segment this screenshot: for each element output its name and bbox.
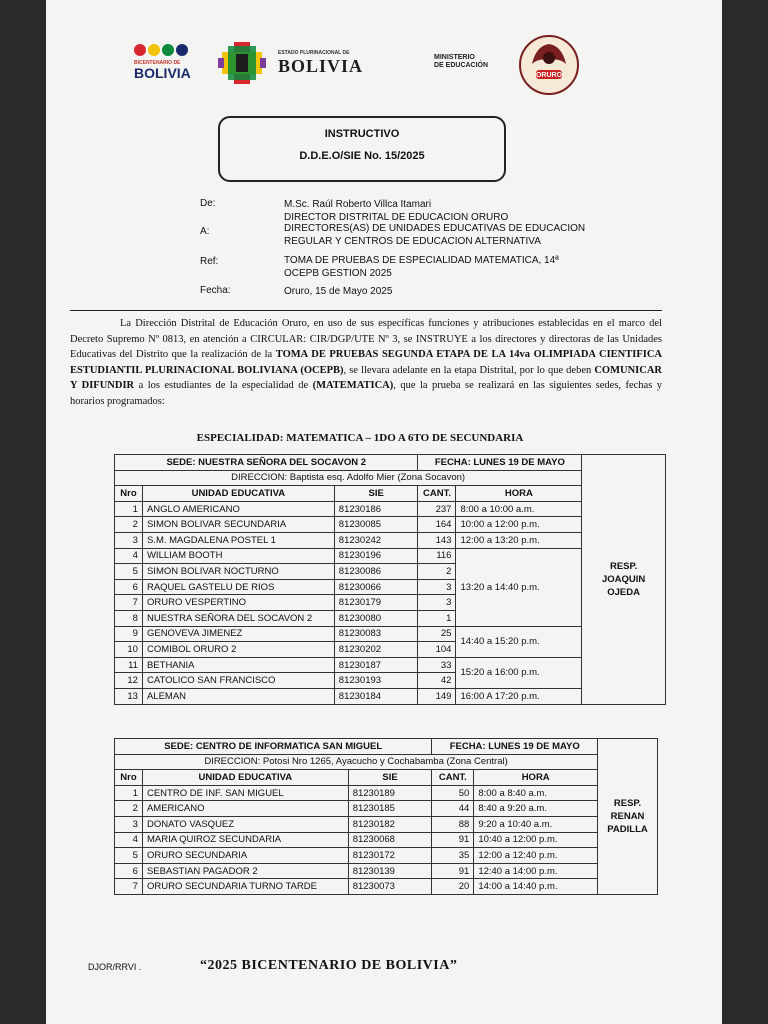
header-logos — [130, 34, 600, 94]
table-row: 6 SEBASTIAN PAGADOR 2 81230139 91 12:40 a 14:00 p.m. — [115, 863, 658, 879]
fecha-value: Oruro, 15 de Mayo 2025 — [284, 286, 393, 297]
instructivo-title-box — [218, 116, 506, 182]
document-number: D.D.E.O/SIE No. 15/2025 — [299, 150, 425, 162]
header-divider — [70, 310, 662, 311]
specialty-heading: ESPECIALIDAD: MATEMATICA – 1DO A 6TO DE SECUNDARIA — [196, 432, 524, 444]
col-header-unidad: UNIDAD EDUCATIVA — [142, 770, 348, 786]
table-row: 3 S.M. MAGDALENA POSTEL 1 81230242 143 12:00 a 13:20 p.m. — [115, 532, 666, 548]
schedule-table-socavon — [114, 454, 666, 705]
chakana-icon — [218, 42, 266, 84]
sede-name: SEDE: CENTRO DE INFORMATICA SAN MIGUEL — [115, 739, 432, 755]
body-paragraph: La Dirección Distrital de Educación Oruro, en uso de sus específicas funciones y atribuciones establecidas en el marco del Decreto Supremo Nº 0813, en atención a CIRCULAR: CIR/DGP/UTE Nº 3, se INSTRUYE a los directores y directoras de las Unidades Educativas del Distrito que la realización de la TOMA DE PRUEBAS SEGUNDA ETAPA DE LA 14va OLIMPIADA CIENTIFICA ESTUDIANTIL PLURINACIONAL BOLIVIANA (OCEPB), se llevara adelante en la etapa Distrital, por lo que deben COMUNICAR Y DIFUNDIR a los estudiantes de la especialidad de (MATEMATICA), que la prueba se realizará en las siguientes sedes, fechas y horarios programados: — [70, 318, 662, 407]
table-row: 2 SIMON BOLIVAR SECUNDARIA 81230085 164 10:00 a 12:00 p.m. — [115, 517, 666, 533]
table-row: 8 NUESTRA SEÑORA DEL SOCAVON 2 81230080 1 — [115, 610, 666, 626]
table-row: 7 ORURO VESPERTINO 81230179 3 — [115, 595, 666, 611]
col-header-sie: SIE — [348, 770, 432, 786]
de-value: M.Sc. Raúl Roberto Villca Itamari DIRECTOR DISTRITAL DE EDUCACION ORURO — [284, 199, 509, 223]
table-row: 11 BETHANIA 81230187 33 15:20 a 16:00 p.m. — [115, 657, 666, 673]
col-header-hora: HORA — [456, 486, 582, 502]
ref-label: Ref: — [200, 256, 219, 267]
col-header-cant: CANT. — [432, 770, 474, 786]
table-row: 5 SIMON BOLIVAR NOCTURNO 81230086 2 — [115, 564, 666, 580]
document-type: INSTRUCTIVO — [324, 128, 400, 140]
col-header-cant: CANT. — [418, 486, 456, 502]
table-row: 2 AMERICANO 81230185 44 8:40 a 9:20 a.m. — [115, 801, 658, 817]
de-label: De: — [200, 198, 216, 209]
ref-value: TOMA DE PRUEBAS DE ESPECIALIDAD MATEMATICA, 14ª OCEPB GESTION 2025 — [284, 255, 559, 279]
col-header-hora: HORA — [474, 770, 598, 786]
estado-plurinacional-logo: ESTADO PLURINACIONAL DE BOLIVIA — [218, 40, 418, 86]
sede-date: FECHA: LUNES 19 DE MAYO — [418, 455, 582, 471]
table-row: 1 ANGLO AMERICANO 81230186 237 8:00 a 10:00 a.m. — [115, 501, 666, 517]
fecha-label: Fecha: — [200, 285, 231, 296]
table-row: 4 WILLIAM BOOTH 81230196 116 13:20 a 14:40 p.m. — [115, 548, 666, 564]
a-label: A: — [200, 226, 210, 237]
table-row: 4 MARIA QUIROZ SECUNDARIA 81230068 91 10:40 a 12:00 p.m. — [115, 832, 658, 848]
schedule-table-san-miguel — [114, 738, 658, 895]
table-row: 7 ORURO SECUNDARIA TURNO TARDE 81230073 20 14:00 a 14:40 p.m. — [115, 879, 658, 895]
col-header-unidad: UNIDAD EDUCATIVA — [142, 486, 334, 502]
table-row: 10 COMIBOL ORURO 2 81230202 104 — [115, 642, 666, 658]
ministerio-logo: MINISTERIO DE EDUCACIÓN — [434, 54, 489, 69]
table-row: 13 ALEMAN 81230184 149 16:00 A 17:20 p.m. — [115, 688, 666, 704]
col-header-nro: Nro — [115, 486, 143, 502]
document-code: DJOR/RRVI . — [88, 962, 142, 972]
col-header-nro: Nro — [115, 770, 143, 786]
table-row: 1 CENTRO DE INF. SAN MIGUEL 81230189 50 8:00 a 8:40 a.m. — [115, 785, 658, 801]
table-row: 3 DONATO VASQUEZ 81230182 88 9:20 a 10:40 a.m. — [115, 816, 658, 832]
sede-name: SEDE: NUESTRA SEÑORA DEL SOCAVON 2 — [115, 455, 418, 471]
bicentenario-logo: BICENTENARIO DE BOLIVIA — [134, 44, 204, 80]
col-header-sie: SIE — [334, 486, 418, 502]
table-row: 12 CATOLICO SAN FRANCISCO 81230193 42 — [115, 673, 666, 689]
responsible: RESP. JOAQUIN OJEDA — [582, 455, 666, 705]
bicentenario-motto: “2025 BICENTENARIO DE BOLIVIA” — [200, 958, 458, 973]
sede-address: DIRECCION: Potosi Nro 1265, Ayacucho y Cochabamba (Zona Central) — [115, 754, 598, 770]
table-row: 6 RAQUEL GASTELU DE RIOS 81230066 3 — [115, 579, 666, 595]
distrital-oruro-seal — [518, 34, 580, 96]
a-value: DIRECTORES(AS) DE UNIDADES EDUCATIVAS DE EDUCACION REGULAR Y CENTROS DE EDUCACION ALTERNATIVA — [284, 223, 586, 247]
sede-date: FECHA: LUNES 19 DE MAYO — [432, 739, 598, 755]
responsible: RESP. RENAN PADILLA — [598, 739, 658, 895]
table-row: 9 GENOVEVA JIMENEZ 81230083 25 14:40 a 15:20 p.m. — [115, 626, 666, 642]
svg-text:ORURO: ORURO — [535, 72, 563, 79]
table-row: 5 ORURO SECUNDARIA 81230172 35 12:00 a 12:40 p.m. — [115, 848, 658, 864]
sede-address: DIRECCION: Baptista esq. Adolfo Mier (Zona Socavon) — [115, 470, 582, 486]
